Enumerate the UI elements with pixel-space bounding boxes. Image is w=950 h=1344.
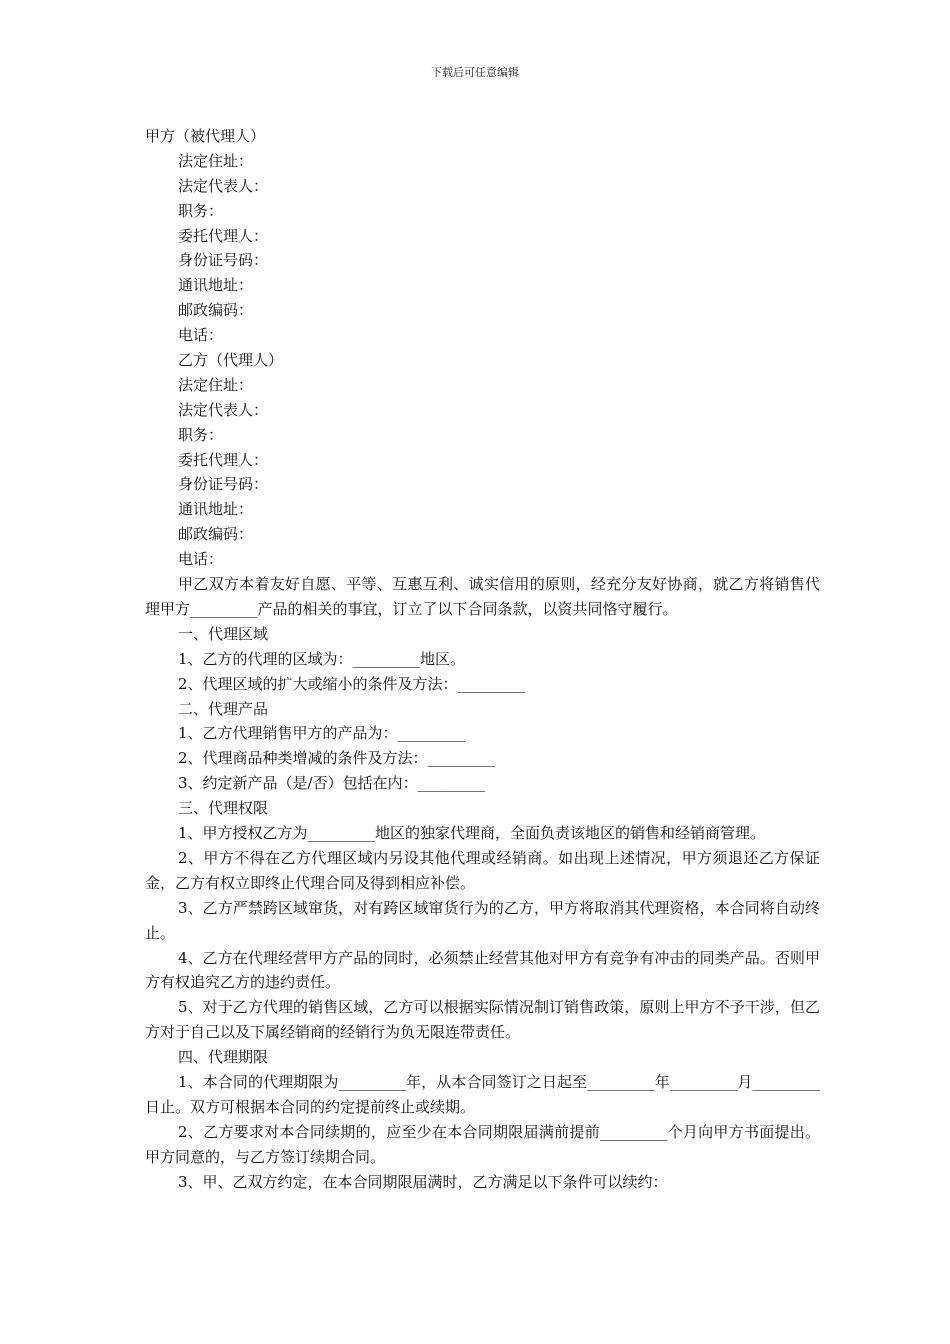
clause-paragraph: 1、甲方授权乙方为_________地区的独家代理商，全面负责该地区的销售和经销商管理。 [178,823,766,842]
clause-item: 1、乙方的代理的区域为：_________地区。 [178,649,466,668]
page-header: 下载后可任意编辑 [431,66,519,79]
clause-paragraph: 3、甲、乙双方约定，在本合同期限届满时，乙方满足以下条件可以续约： [178,1172,668,1191]
party-a-field: 职务： [178,201,224,220]
clause-item: 2、代理商品种类增减的条件及方法：_________ [178,749,496,768]
party-a-field: 法定代表人： [178,176,269,195]
clause-paragraph: 5、对于乙方代理的销售区域，乙方可以根据实际情况制订销售政策，原则上甲方不予干涉，但乙方对于自己以及下属经销商的经销行为负无限连带责任。 [145,998,820,1042]
clause-paragraph: 1、本合同的代理期限为_________年，从本合同签订之日起至_________年_________月_________日止。双方可根据本合同的约定提前终止或续期。 [145,1073,820,1116]
party-b-field: 通讯地址： [178,500,254,519]
contract-body [145,124,820,1195]
clause-paragraph: 2、乙方要求对本合同续期的，应至少在本合同期限届满前提前_________个月向甲方书面提出。甲方同意的，与乙方签订续期合同。 [145,1122,820,1166]
clause-paragraph: 4、乙方在代理经营甲方产品的同时，必须禁止经营其他对甲方有竞争有冲击的同类产品。否则甲方有权追究乙方的违约责任。 [145,948,820,992]
party-a-field: 委托代理人： [178,226,269,245]
clause-item: 1、乙方代理销售甲方的产品为：_________ [178,724,466,743]
party-a-field: 电话： [178,326,224,345]
section-title: 一、代理区域 [178,624,269,643]
party-b-field: 委托代理人： [178,450,269,469]
section-title: 四、代理期限 [178,1048,269,1067]
clause-item: 2、代理区域的扩大或缩小的条件及方法：_________ [178,674,526,693]
clause-paragraph: 2、甲方不得在乙方代理区域内另设其他代理或经销商。如出现上述情况，甲方须退还乙方保证金，乙方有权立即终止代理合同及得到相应补偿。 [145,848,820,892]
party-a-field: 法定住址： [178,151,254,170]
party-a-title: 甲方（被代理人） [145,127,266,145]
party-b-field: 邮政编码： [178,525,254,544]
party-b-field: 身份证号码： [178,475,269,494]
intro-paragraph: 甲乙双方本着友好自愿、平等、互惠互利、诚实信用的原则，经充分友好协商，就乙方将销售代理甲方_________产品的相关的事宜，订立了以下合同条款，以资共同恪守履行。 [145,575,820,618]
party-b-field: 法定住址： [178,375,254,394]
section-title: 二、代理产品 [178,699,269,718]
party-b-title: 乙方（代理人） [178,351,284,370]
clause-paragraph: 3、乙方严禁跨区域窜货，对有跨区域窜货行为的乙方，甲方将取消其代理资格，本合同将自动终止。 [145,898,820,942]
section-title: 三、代理权限 [178,799,269,818]
party-b-field: 法定代表人： [178,400,269,419]
party-b-field: 职务： [178,425,224,444]
clause-item: 3、约定新产品（是/否）包括在内：_________ [178,774,486,793]
party-b-field: 电话： [178,550,224,569]
party-a-field: 身份证号码： [178,251,269,270]
party-a-field: 通讯地址： [178,276,254,295]
party-a-field: 邮政编码： [178,301,254,320]
